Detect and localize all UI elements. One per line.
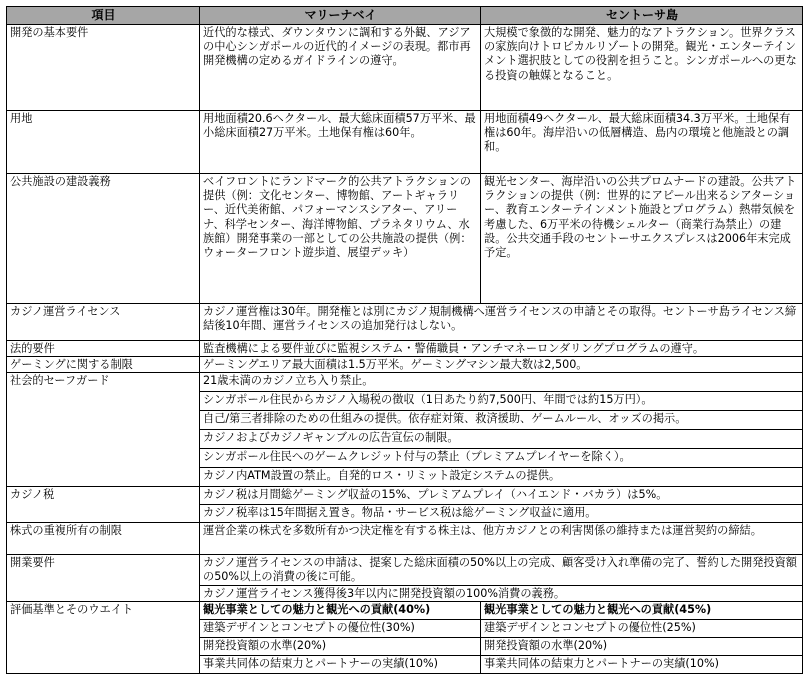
row-label-land: 用地 bbox=[6, 110, 200, 174]
sentosa-evaluation-item: 観光事業としての魅力と観光への貢献(45%) bbox=[480, 601, 803, 620]
safeguard-item: シンガポール住民へのゲームクレジット付与の禁止（プレミアムプレイヤーを除く）。 bbox=[199, 448, 803, 468]
safeguard-item: カジノおよびカジノギャンブルの広告宣伝の制限。 bbox=[199, 429, 803, 449]
row-label-legal: 法的要件 bbox=[6, 340, 200, 357]
row-label-gaming-limits: ゲーミングに関する制限 bbox=[6, 356, 200, 373]
comparison-table bbox=[6, 6, 803, 674]
safeguard-item: 自己/第三者排除のための仕組みの提供。依存症対策、救済援助、ゲームルール、オッズの掲示。 bbox=[199, 410, 803, 430]
sentosa-public-facility: 観光センター、海岸沿いの公共プロムナードの建設。公共アトラクションの提供（例：世界的にアピール出来るシアターショー、教育エンターテインメント施設とプログラム）熱帯気候を考慮した、6万平米の待機シェルター（商業行為禁止）の建設。公共交通手段のセントーサエクスプレスは2006年末完成予定。 bbox=[480, 173, 803, 304]
opening-item: カジノ運営ライセンス獲得後3年以内に開発投資額の100%消費の義務。 bbox=[199, 585, 803, 602]
sentosa-evaluation-item: 建築デザインとコンセプトの優位性(25%) bbox=[480, 619, 803, 638]
marina-dev-requirements: 近代的な様式、ダウンタウンに調和する外観、アジアの中心シンガポールの近代的イメージの表現。都市再開発機構の定めるガイドラインの遵守。 bbox=[199, 24, 481, 111]
marina-evaluation-item: 観光事業としての魅力と観光への貢献(40%) bbox=[199, 601, 481, 620]
safeguard-item: シンガポール住民からカジノ入場税の徴収（1日あたり約7,500円、年間では約15万円）。 bbox=[199, 391, 803, 411]
row-label-safeguard: 社会的セーフガード bbox=[6, 372, 200, 487]
row-label-shareholding: 株式の重複所有の制限 bbox=[6, 522, 200, 555]
row-label-public-facility: 公共施設の建設義務 bbox=[6, 173, 200, 304]
row-label-casino-tax: カジノ税 bbox=[6, 486, 200, 523]
shareholding-value: 運営企業の株式を多数所有かつ決定権を有する株主は、他方カジノとの利害関係の維持または運営契約の締結。 bbox=[199, 522, 803, 555]
row-label-casino-license: カジノ運営ライセンス bbox=[6, 303, 200, 341]
sentosa-evaluation-item: 開発投資額の水準(20%) bbox=[480, 637, 803, 656]
header-marina-bay: マリーナベイ bbox=[199, 6, 481, 25]
header-item: 項目 bbox=[6, 6, 200, 25]
marina-evaluation-item: 開発投資額の水準(20%) bbox=[199, 637, 481, 656]
safeguard-item: カジノ内ATM設置の禁止。自発的ロス・リミット設定システムの提供。 bbox=[199, 467, 803, 487]
sentosa-evaluation-item: 事業共同体の結束力とパートナーの実績(10%) bbox=[480, 655, 803, 674]
marina-public-facility: ベイフロントにランドマーク的公共アトラクションの提供（例：文化センター、博物館、アートギャラリー、近代美術館、パフォーマンスシアター、アリーナ、科学センター、海洋博物館、プラネタリウム、水族館）開発事業の一部としての公共施設の提供（例：ウォーターフロント遊歩道、展望デッキ） bbox=[199, 173, 481, 304]
legal-value: 監査機構による要件並びに監視システム・警備職員・アンチマネーロンダリングプログラムの遵守。 bbox=[199, 340, 803, 357]
header-sentosa: セントーサ島 bbox=[480, 6, 803, 25]
row-label-evaluation: 評価基準とそのウエイト bbox=[6, 601, 200, 674]
casino-tax-item: カジノ税は月間総ゲーミング収益の15%、プレミアムプレイ（ハイエンド・バカラ）は5%。 bbox=[199, 486, 803, 505]
row-label-opening: 開業要件 bbox=[6, 554, 200, 602]
marina-land: 用地面積20.6ヘクタール、最大総床面積57万平米、最小総床面積27万平米。土地保有権は60年。 bbox=[199, 110, 481, 174]
gaming-limits-value: ゲーミングエリア最大面積は1.5万平米。ゲーミングマシン最大数は2,500。 bbox=[199, 356, 803, 373]
sentosa-land: 用地面積49ヘクタール、最大総床面積34.3万平米。土地保有権は60年。海岸沿いの低層構造、島内の環境と他施設との調和。 bbox=[480, 110, 803, 174]
safeguard-item: 21歳未満のカジノ立ち入り禁止。 bbox=[199, 372, 803, 392]
sentosa-dev-requirements: 大規模で象徴的な開発、魅力的なアトラクション。世界クラスの家族向けトロピカルリゾートの開発。観光・エンターテインメント選択肢としての役割を担うこと。シンガポールへの更なる投資の触媒となること。 bbox=[480, 24, 803, 111]
casino-tax-item: カジノ税率は15年間据え置き。物品・サービス税は総ゲーミング収益に適用。 bbox=[199, 504, 803, 523]
marina-evaluation-item: 事業共同体の結束力とパートナーの実績(10%) bbox=[199, 655, 481, 674]
marina-evaluation-item: 建築デザインとコンセプトの優位性(30%) bbox=[199, 619, 481, 638]
casino-license-value: カジノ運営権は30年。開発権とは別にカジノ規制機構へ運営ライセンスの申請とその取得。セントーサ島ライセンス締結後10年間、運営ライセンスの追加発行はしない。 bbox=[199, 303, 803, 341]
row-label-dev-requirements: 開発の基本要件 bbox=[6, 24, 200, 111]
opening-item: カジノ運営ライセンスの申請は、提案した総床面積の50%以上の完成、顧客受け入れ準備の完了、誓約した開発投資額の50%以上の消費の後に可能。 bbox=[199, 554, 803, 586]
